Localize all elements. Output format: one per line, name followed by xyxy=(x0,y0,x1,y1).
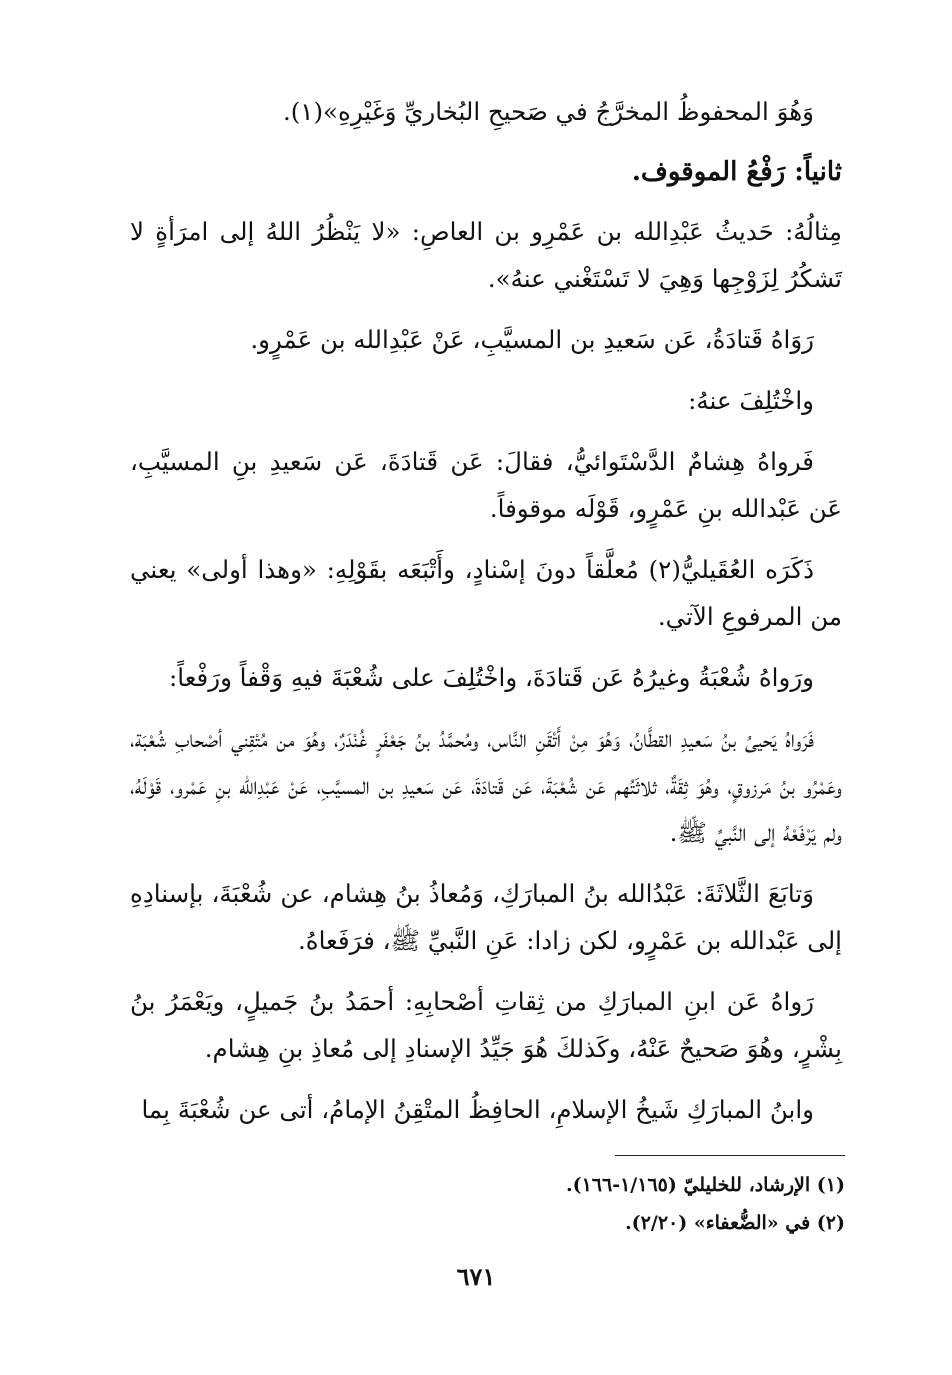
paragraph-4: رَوَاهُ قَتادَةُ، عَن سَعيدِ بن المسيَّبِ، عَنْ عَبْدِالله بن عَمْرٍو. xyxy=(250,325,814,354)
main-text xyxy=(130,88,842,1147)
footnote-2: (٢) في «الضُّعفاء» (٢/٢٠). xyxy=(625,1212,845,1234)
footnotes xyxy=(300,1168,845,1244)
paragraph-7: ذَكَرَه العُقَيليُّ(٢) مُعلَّقاً دونَ إسْنادٍ، وأَتْبَعَه بقَوْلِهِ: «وهذا أولى» يعني من المرفوعِ الآتي. xyxy=(130,555,842,631)
footnote-divider xyxy=(615,1155,845,1156)
page-number: ٦٧١ xyxy=(456,1262,496,1291)
paragraph-5: واخْتُلِفَ عنهُ: xyxy=(688,386,814,415)
paragraph-1: وَهُوَ المحفوظُ المخرَّجُ في صَحيحِ البُخاريِّ وَغَيْرِهِ»(١). xyxy=(282,97,814,126)
footnote-1: (١) الإرشاد، للخليليّ (١/١٦٥-١٦٦). xyxy=(565,1174,845,1196)
paragraph-6: فَرواهُ هِشامٌ الدَّسْتَوائيُّ، فقالَ: عَن قَتادَةَ، عَن سَعيدِ بنِ المسيَّبِ، عَن عَبْدالله بنِ عَمْرٍو، قَوْلَه موقوفاً. xyxy=(130,447,842,523)
paragraph-11: رَواهُ عَن ابنِ المبارَكِ من ثِقاتِ أصْحابِهِ: أحمَدُ بنُ جَميلٍ، ويَعْمَرُ بنُ بِشْرٍ، وهُوَ صَحيحٌ عَنْهُ، وكَذلكَ هُوَ جَيِّدُ الإسنادِ إلى مُعاذِ بنِ هِشام. xyxy=(130,987,842,1063)
paragraph-10: وَتابَعَ الثَّلاثَةَ: عَبْدُالله بنُ المبارَكِ، وَمُعاذُ بنُ هِشام، عن شُعْبَةَ، بإسنادِهِ إلى عَبْدالله بن عَمْرٍو، لكن زادا: عَنِ النَّبيِّ ﷺ، فرَفَعاهُ. xyxy=(130,879,842,955)
paragraph-3: مِثالُهُ: حَديثُ عَبْدِالله بن عَمْرِو بن العاصِ: «لا يَنْظُرُ اللهُ إلى امرَأةٍ لا تَشكُرُ لِزَوْجِها وَهِيَ لا تَسْتَغْني عنهُ». xyxy=(130,217,842,293)
paragraph-8: ورَواهُ شُعْبَةُ وغيرُهُ عَن قَتادَةَ، واخْتُلِفَ على شُعْبَةَ فيهِ وَقْفاً ورَفْعاً: xyxy=(168,663,814,692)
paragraph-12: وابنُ المبارَكِ شَيخُ الإسلامِ، الحافِظُ المتْقِنُ الإمامُ، أتى عن شُعْبَةَ بِما xyxy=(141,1095,814,1124)
section-heading: ثانياً: رَفْعُ الموقوف. xyxy=(631,157,842,187)
paragraph-9: فَرَواهُ يَحيىُ بنُ سَعيدِ القطَّانُ، وَهُوَ مِنْ أَتْقَنِ النَّاس، ومُحمَّدُ بنُ جَعْفَرٍ غُنْدَرٌ، وهُوَ من مُتْقِني أصْحابِ شُعْبَة، وعَمْرُو بنُ مَرزوقٍ، وهُوَ ثِقَةٌ، ثلاثَتُهم عَن شُعْبَةَ، عَن قَتادَةَ، عَن سَعيدِ بن المسيَّبِ، عَنْ عَبْدِالله بنِ عَمْرو، قَوْلَهُ، ولم يَرْفَعْهُ إلى النَّبيِّ ﷺ. xyxy=(130,724,842,847)
